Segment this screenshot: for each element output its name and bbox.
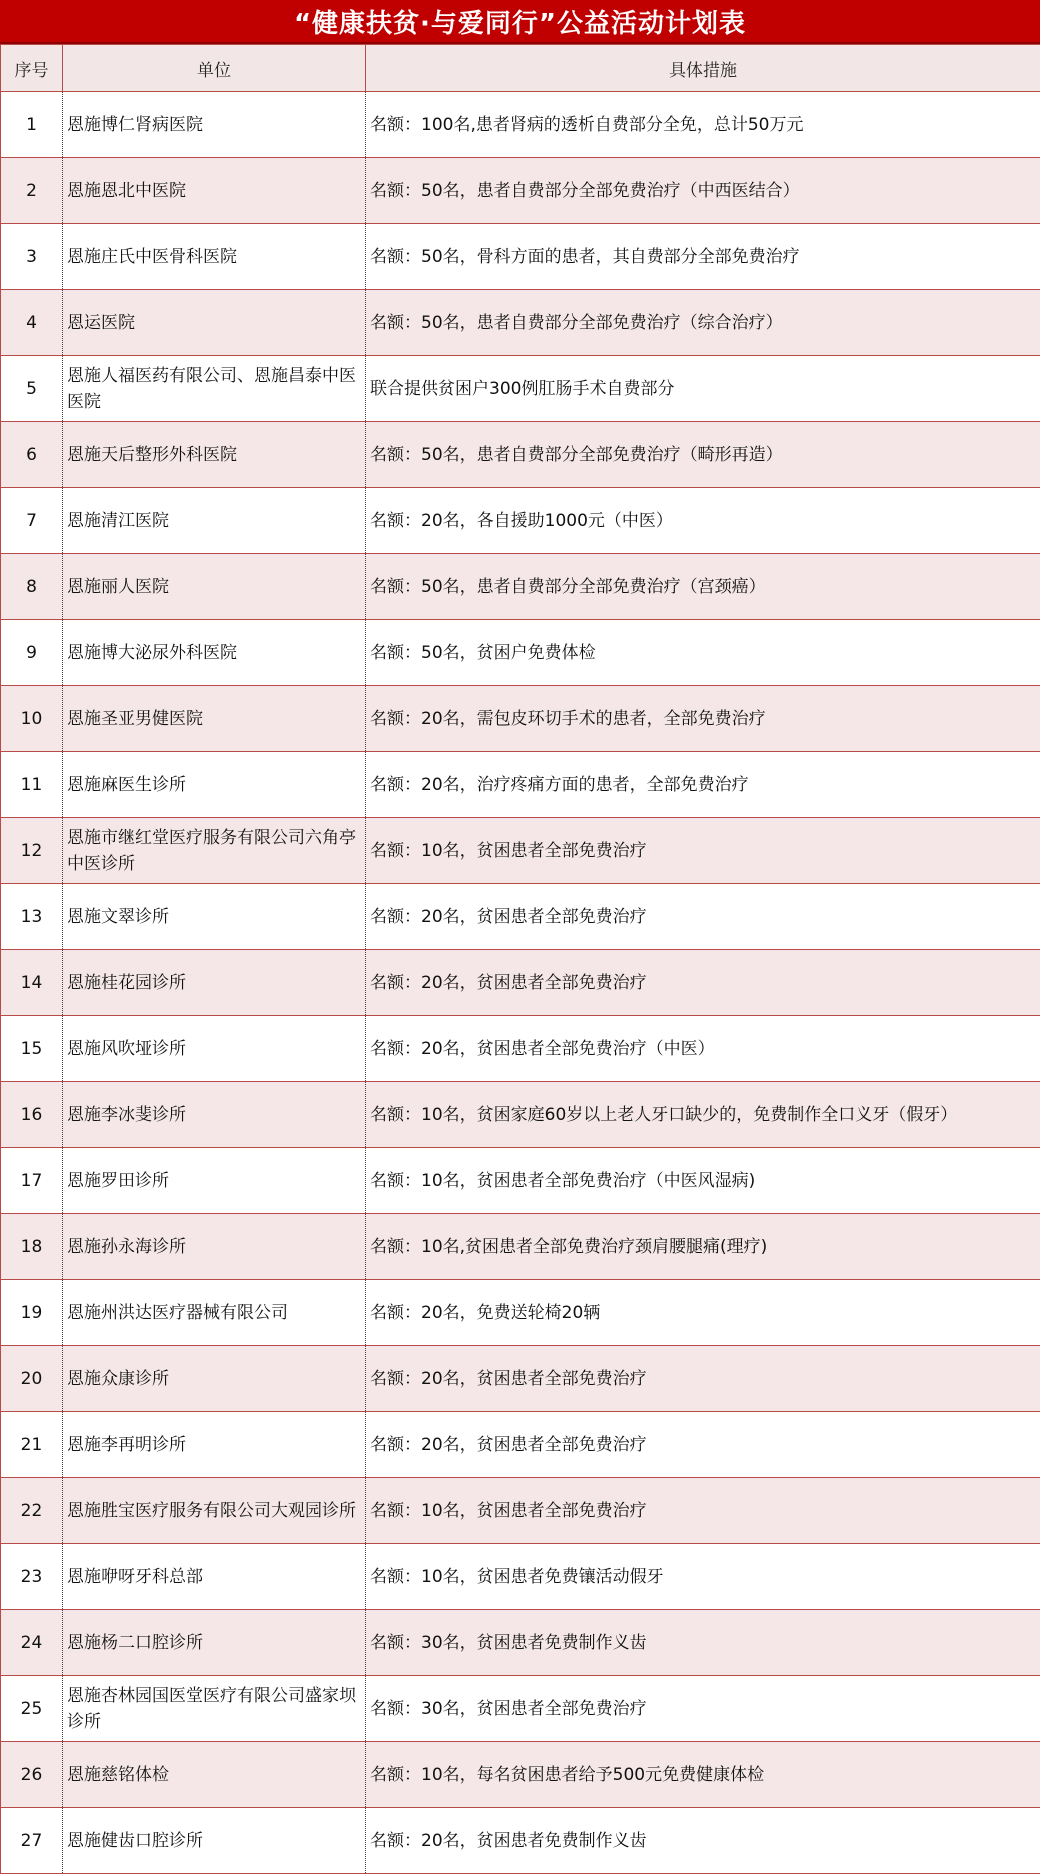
plan-table (0, 44, 1040, 1874)
table-row (1, 488, 1040, 554)
row-index: 19 (1, 1280, 63, 1346)
header-measure: 具体措施 (366, 45, 1040, 92)
row-measure: 名额：20名，贫困患者全部免费治疗 (366, 884, 1040, 950)
table-row (1, 1478, 1040, 1544)
table-row (1, 752, 1040, 818)
row-unit: 恩施州洪达医疗器械有限公司 (63, 1280, 366, 1346)
row-index: 4 (1, 290, 63, 356)
row-index: 9 (1, 620, 63, 686)
row-unit: 恩施人福医药有限公司、恩施昌泰中医医院 (63, 356, 366, 422)
row-measure: 名额：10名，贫困患者全部免费治疗（中医风湿病) (366, 1148, 1040, 1214)
row-index: 6 (1, 422, 63, 488)
table-row (1, 686, 1040, 752)
row-measure: 名额：10名，贫困患者全部免费治疗 (366, 818, 1040, 884)
table-row (1, 158, 1040, 224)
row-unit: 恩施孙永海诊所 (63, 1214, 366, 1280)
row-measure: 名额：20名，贫困患者全部免费治疗 (366, 1412, 1040, 1478)
row-unit: 恩施李冰斐诊所 (63, 1082, 366, 1148)
row-unit: 恩施丽人医院 (63, 554, 366, 620)
row-index: 14 (1, 950, 63, 1016)
row-unit: 恩施博仁肾病医院 (63, 92, 366, 158)
row-index: 13 (1, 884, 63, 950)
table-row (1, 1610, 1040, 1676)
row-unit: 恩施天后整形外科医院 (63, 422, 366, 488)
row-measure: 名额：20名，需包皮环切手术的患者，全部免费治疗 (366, 686, 1040, 752)
row-measure: 名额：30名，贫困患者全部免费治疗 (366, 1676, 1040, 1742)
table-row (1, 1808, 1040, 1874)
row-unit: 恩运医院 (63, 290, 366, 356)
row-unit: 恩施圣亚男健医院 (63, 686, 366, 752)
row-unit: 恩施恩北中医院 (63, 158, 366, 224)
row-unit: 恩施桂花园诊所 (63, 950, 366, 1016)
row-measure: 名额：20名，贫困患者全部免费治疗（中医） (366, 1016, 1040, 1082)
row-measure: 名额：100名,患者肾病的透析自费部分全免，总计50万元 (366, 92, 1040, 158)
table-row (1, 1346, 1040, 1412)
row-measure: 名额：20名，治疗疼痛方面的患者，全部免费治疗 (366, 752, 1040, 818)
row-index: 20 (1, 1346, 63, 1412)
row-index: 1 (1, 92, 63, 158)
table-row (1, 1676, 1040, 1742)
row-unit: 恩施咿呀牙科总部 (63, 1544, 366, 1610)
row-unit: 恩施杨二口腔诊所 (63, 1610, 366, 1676)
page-title: “健康扶贫·与爱同行”公益活动计划表 (0, 0, 1040, 44)
row-measure: 名额：50名，患者自费部分全部免费治疗（综合治疗） (366, 290, 1040, 356)
row-index: 17 (1, 1148, 63, 1214)
table-row (1, 950, 1040, 1016)
row-index: 18 (1, 1214, 63, 1280)
row-measure: 名额：10名，贫困患者全部免费治疗 (366, 1478, 1040, 1544)
table-row (1, 884, 1040, 950)
row-unit: 恩施文翠诊所 (63, 884, 366, 950)
row-unit: 恩施健齿口腔诊所 (63, 1808, 366, 1874)
row-unit: 恩施市继红堂医疗服务有限公司六角亭中医诊所 (63, 818, 366, 884)
table-row (1, 620, 1040, 686)
row-measure: 名额：20名，免费送轮椅20辆 (366, 1280, 1040, 1346)
row-measure: 名额：50名，患者自费部分全部免费治疗（畸形再造） (366, 422, 1040, 488)
row-measure: 名额：20名，贫困患者免费制作义齿 (366, 1808, 1040, 1874)
row-index: 21 (1, 1412, 63, 1478)
table-row (1, 1412, 1040, 1478)
row-index: 10 (1, 686, 63, 752)
row-index: 16 (1, 1082, 63, 1148)
table-header-row (1, 45, 1040, 92)
table-row (1, 1280, 1040, 1346)
table-row (1, 1742, 1040, 1808)
table-row (1, 1148, 1040, 1214)
row-measure: 名额：20名，贫困患者全部免费治疗 (366, 1346, 1040, 1412)
row-index: 3 (1, 224, 63, 290)
row-unit: 恩施风吹垭诊所 (63, 1016, 366, 1082)
row-index: 22 (1, 1478, 63, 1544)
row-unit: 恩施清江医院 (63, 488, 366, 554)
row-unit: 恩施慈铭体检 (63, 1742, 366, 1808)
table-row (1, 422, 1040, 488)
table-row (1, 92, 1040, 158)
header-index: 序号 (1, 45, 63, 92)
header-unit: 单位 (63, 45, 366, 92)
row-index: 12 (1, 818, 63, 884)
table-row (1, 290, 1040, 356)
row-index: 11 (1, 752, 63, 818)
table-row (1, 1214, 1040, 1280)
table-row (1, 818, 1040, 884)
row-index: 24 (1, 1610, 63, 1676)
row-measure: 名额：50名，骨科方面的患者，其自费部分全部免费治疗 (366, 224, 1040, 290)
row-measure: 名额：20名，贫困患者全部免费治疗 (366, 950, 1040, 1016)
row-measure: 名额：10名,贫困患者全部免费治疗颈肩腰腿痛(理疗) (366, 1214, 1040, 1280)
row-index: 2 (1, 158, 63, 224)
row-measure: 名额：50名，患者自费部分全部免费治疗（中西医结合） (366, 158, 1040, 224)
row-index: 23 (1, 1544, 63, 1610)
row-measure: 名额：20名，各自援助1000元（中医） (366, 488, 1040, 554)
row-index: 25 (1, 1676, 63, 1742)
row-unit: 恩施胜宝医疗服务有限公司大观园诊所 (63, 1478, 366, 1544)
row-measure: 名额：50名，贫困户免费体检 (366, 620, 1040, 686)
row-index: 15 (1, 1016, 63, 1082)
row-measure: 名额：30名，贫困患者免费制作义齿 (366, 1610, 1040, 1676)
row-unit: 恩施李再明诊所 (63, 1412, 366, 1478)
table-row (1, 1544, 1040, 1610)
row-unit: 恩施众康诊所 (63, 1346, 366, 1412)
row-unit: 恩施罗田诊所 (63, 1148, 366, 1214)
row-unit: 恩施杏林园国医堂医疗有限公司盛家坝诊所 (63, 1676, 366, 1742)
row-index: 26 (1, 1742, 63, 1808)
table-row (1, 554, 1040, 620)
row-index: 27 (1, 1808, 63, 1874)
row-measure: 名额：10名，贫困患者免费镶活动假牙 (366, 1544, 1040, 1610)
row-measure: 名额：10名，每名贫困患者给予500元免费健康体检 (366, 1742, 1040, 1808)
row-index: 8 (1, 554, 63, 620)
row-measure: 名额：50名，患者自费部分全部免费治疗（宫颈癌） (366, 554, 1040, 620)
row-index: 7 (1, 488, 63, 554)
table-row (1, 356, 1040, 422)
row-measure: 名额：10名，贫困家庭60岁以上老人牙口缺少的，免费制作全口义牙（假牙） (366, 1082, 1040, 1148)
row-measure: 联合提供贫困户300例肛肠手术自费部分 (366, 356, 1040, 422)
table-row (1, 224, 1040, 290)
table-row (1, 1016, 1040, 1082)
table-row (1, 1082, 1040, 1148)
row-index: 5 (1, 356, 63, 422)
table-body (1, 92, 1040, 1874)
row-unit: 恩施博大泌尿外科医院 (63, 620, 366, 686)
row-unit: 恩施庄氏中医骨科医院 (63, 224, 366, 290)
row-unit: 恩施麻医生诊所 (63, 752, 366, 818)
